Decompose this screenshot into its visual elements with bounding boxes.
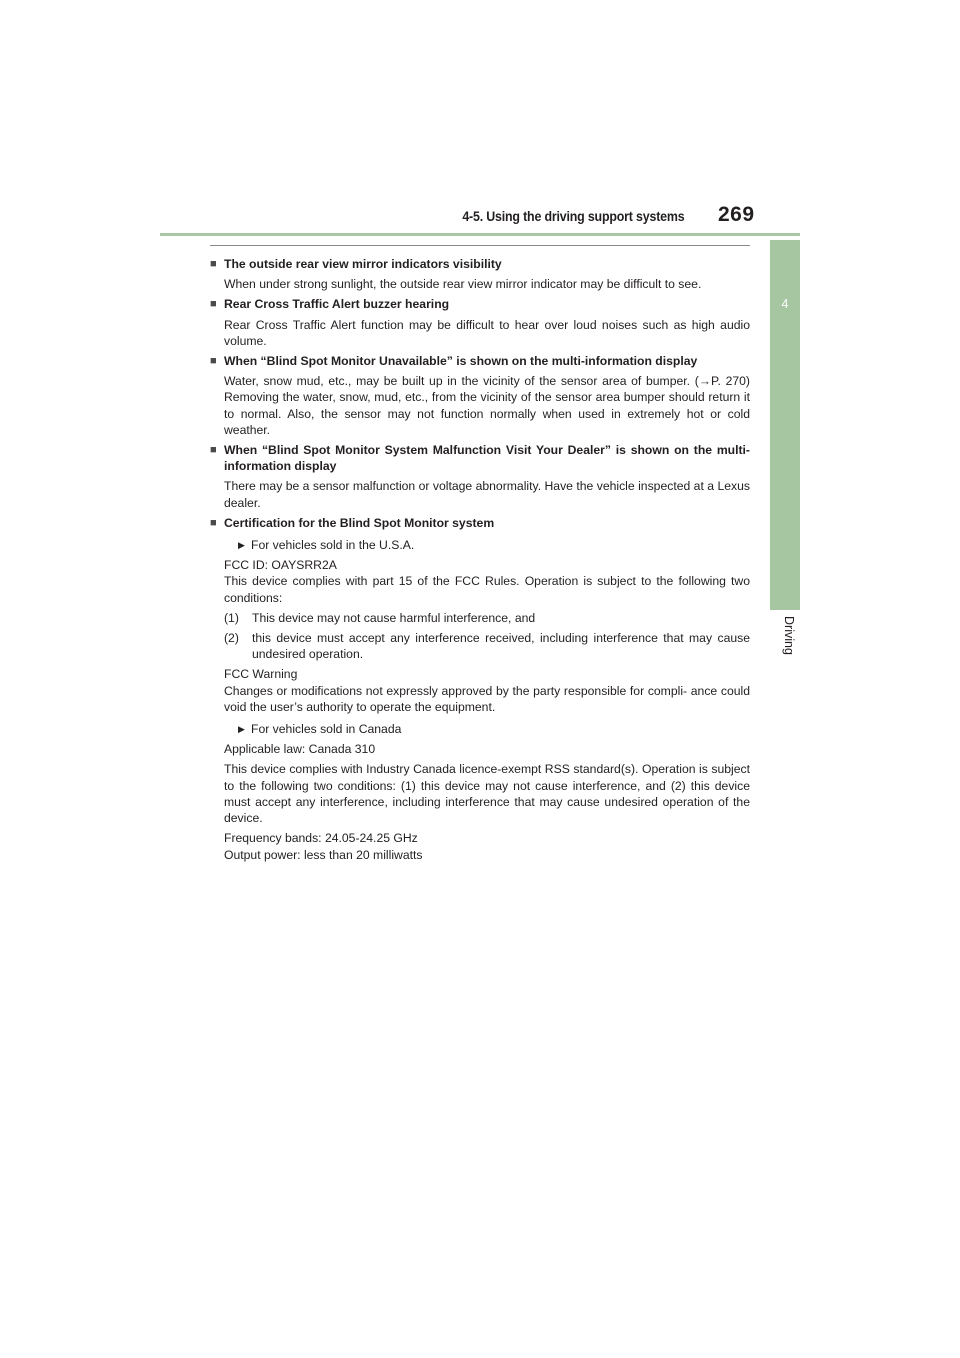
arrow-bullet-icon: ▶ (238, 540, 245, 551)
page-header (0, 0, 960, 240)
info-item (210, 296, 750, 349)
square-bullet-icon: ■ (210, 516, 217, 529)
fcc-warning-text: Changes or modifications not expressly approved by the party responsible for compli- ance could void the user’s authority to operate the equipment. (224, 683, 750, 714)
item-heading: Rear Cross Traffic Alert buzzer hearing (224, 297, 450, 312)
fcc-intro: This device complies with part 15 of the FCC Rules. Operation is subject to the following two conditions: (224, 574, 750, 605)
square-bullet-icon: ■ (210, 355, 217, 368)
item-heading: When “Blind Spot Monitor System Malfunction Visit Your Dealer” is shown on the multi-information display (224, 443, 750, 474)
arrow-bullet-icon: ▶ (238, 724, 245, 735)
condition-item: (2) this device must accept any interference received, including interference that may cause undesired operation. (224, 631, 750, 662)
info-item (210, 256, 750, 292)
certification-section (210, 515, 750, 863)
page-number: 269 (718, 203, 755, 226)
certification-heading: Certification for the Blind Spot Monitor system (224, 515, 495, 530)
condition-item: (1) This device may not cause harmful interference, and (224, 610, 536, 625)
content-top-rule (210, 245, 750, 246)
item-text: Water, snow mud, etc., may be built up in the vicinity of the sensor area of bumper. (→P. 270) Removing the water, snow, mud, etc., from the vicinity of the sensor area bumper should return it to normal. Also, the sensor may not function normally when used in extremely hot or cold weather. (224, 374, 750, 437)
canada-text: This device complies with Industry Canada licence-exempt RSS standard(s). Operation is subject to the following two conditions: (1) this device may not cause interference, and (2) this device must accept any interference, including interference that may cause undesired operation of the device. (224, 762, 750, 826)
section-title: 4-5. Using the driving support systems (461, 209, 684, 224)
chapter-number: 4 (781, 297, 789, 311)
output-power: Output power: less than 20 milliwatts (224, 847, 423, 862)
fcc-warning-title: FCC Warning (224, 667, 298, 682)
chapter-label: Driving (782, 616, 796, 655)
item-text: Rear Cross Traffic Alert function may be difficult to hear over loud noises such as high audio volume. (224, 317, 750, 348)
canada-label: For vehicles sold in Canada (251, 722, 402, 737)
chapter-tab (770, 240, 800, 610)
info-item (210, 442, 750, 511)
page-content (210, 256, 750, 867)
item-heading: When “Blind Spot Monitor Unavailable” is shown on the multi-information display (224, 354, 698, 369)
square-bullet-icon: ■ (210, 258, 217, 270)
square-bullet-icon: ■ (210, 444, 217, 457)
info-item (210, 353, 750, 438)
item-text: There may be a sensor malfunction or voltage abnormality. Have the vehicle inspected at a Lexus dealer. (224, 479, 750, 510)
fcc-id: FCC ID: OAYSRR2A (224, 558, 337, 573)
item-text: When under strong sunlight, the outside rear view mirror indicator may be difficult to see. (224, 277, 702, 292)
applicable-law: Applicable law: Canada 310 (224, 742, 376, 757)
square-bullet-icon: ■ (210, 298, 217, 311)
header-rule (160, 233, 800, 236)
frequency-bands: Frequency bands: 24.05-24.25 GHz (224, 831, 418, 846)
item-heading: The outside rear view mirror indicators visibility (224, 257, 502, 271)
usa-label: For vehicles sold in the U.S.A. (251, 538, 415, 553)
